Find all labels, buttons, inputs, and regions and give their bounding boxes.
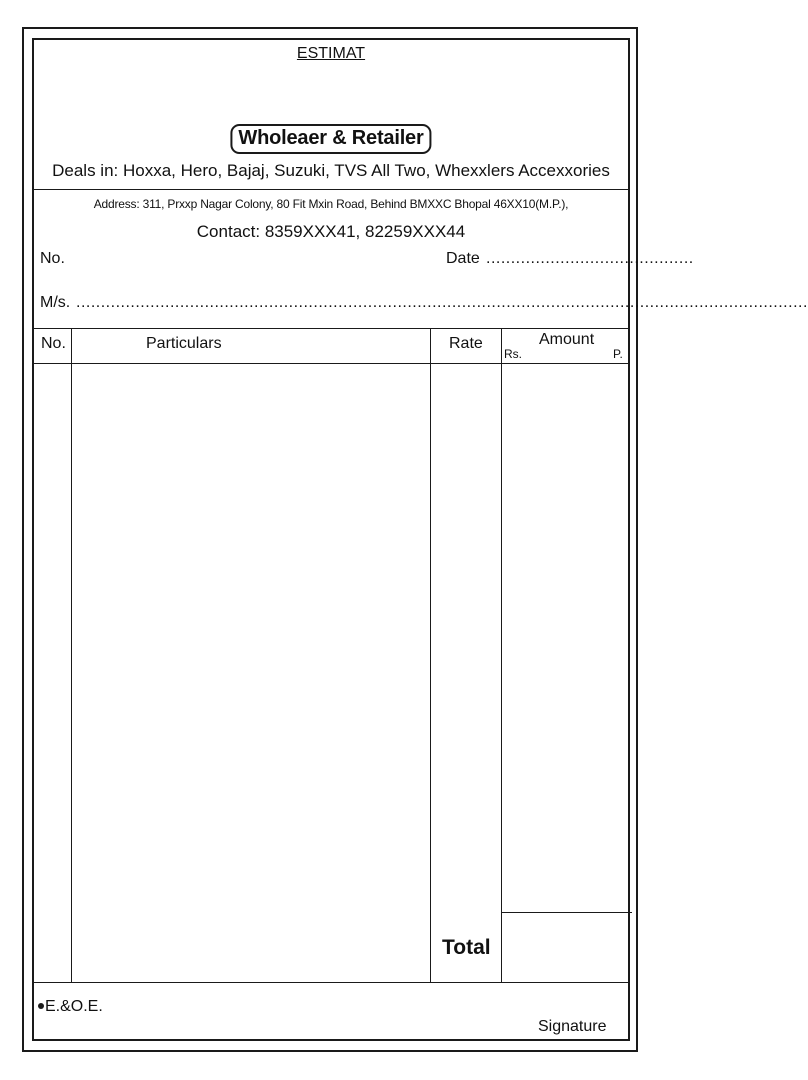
estimate-form — [32, 38, 808, 1041]
contact-line: Contact: 8359XXX41, 82259XXX44 — [196, 222, 466, 241]
table-top-border — [34, 328, 628, 329]
table-bottom-border — [34, 982, 628, 983]
date-label: Date — [446, 250, 480, 267]
document-title: ESTIMAT — [296, 45, 366, 62]
column-divider-rate — [501, 328, 502, 982]
customer-field[interactable]: .................................................................................................................................................... — [76, 294, 808, 311]
column-header-particulars: Particulars — [146, 335, 222, 352]
table-header-divider — [34, 363, 628, 364]
eoe-note — [38, 998, 103, 1016]
column-header-amount: Amount — [539, 331, 595, 348]
signature-label: Signature — [538, 1018, 607, 1035]
column-divider-particulars — [430, 328, 431, 982]
header-divider — [34, 189, 628, 190]
deals-in-line: Deals in: Hoxxa, Hero, Bajaj, Suzuki, TVS All Two, Whexxlers Accexxories — [52, 161, 610, 180]
date-field[interactable]: .......................................... — [486, 250, 694, 267]
total-label: Total — [442, 936, 491, 959]
bullet-icon — [38, 1003, 44, 1009]
estimate-form-outer-border — [22, 27, 808, 1052]
customer-label: M/s. — [40, 294, 71, 311]
column-divider-no — [71, 328, 72, 982]
total-divider — [501, 912, 632, 913]
address-line: Address: 311, Prxxp Nagar Colony, 80 Fit Mxin Road, Behind BMXXC Bhopal 46XX10(M.P.), — [93, 197, 569, 211]
number-label: No. — [40, 250, 65, 267]
column-header-no: No. — [41, 335, 66, 352]
business-name: Wholeaer & Retailer — [230, 124, 431, 154]
column-header-rs: Rs. — [504, 347, 522, 361]
column-header-p: P. — [613, 347, 623, 361]
eoe-text: E.&O.E. — [45, 998, 103, 1015]
column-header-rate: Rate — [449, 335, 483, 352]
